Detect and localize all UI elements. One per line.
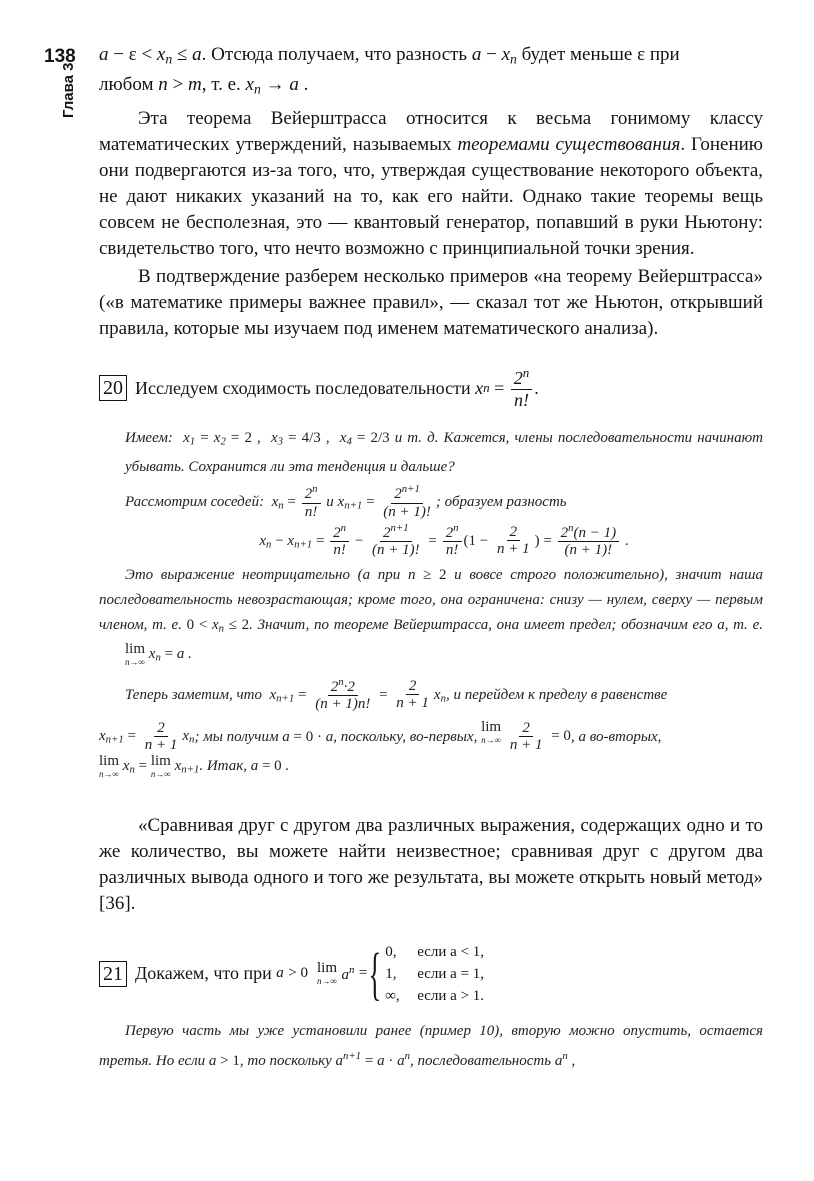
- problem-20-solution: [99, 426, 763, 783]
- problem-number-21: 21: [99, 961, 127, 987]
- emphasis-term: теоремами существования: [457, 133, 681, 155]
- problem-number-20: 20: [99, 375, 127, 401]
- problem-20-heading: 20 Исследуем сходимость последовательности x n = $\frac{2^n}{n!}$ .: [99, 366, 763, 411]
- piecewise-cases: { 0, если a < 1, 1, если a = 1, ∞, если a > 1.: [369, 940, 485, 1006]
- problem-21-heading: 21 Докажем, что при a > 0 lim n→∞ $a^n$ = { 0, если a < 1, 1, если a = 1, ∞, если a > 1.: [99, 941, 763, 1007]
- paragraph-examples: В подтверждение разберем несколько примеров «на теорему Вейерштрасса» («в математике примеры важнее правил», — сказал тот же Ньютон, открывший правила, которые мы изучаем под именем математического анализа).: [99, 265, 763, 339]
- solution-line-4: Теперь заметим, что $x_{n+1}$ = $\frac{2^n\cdot 2}{(n + 1)n!}$ = $\frac{2}{n + 1}$ $x_n$, и перейдем к пределу в равенстве: [125, 675, 668, 713]
- continuation-text: $a - \varepsilon < x_n \le a$. Отсюда получаем, что разность $a - x_n$ будет меньше ε при любом n > m, т. е. $x_n \to a$ .: [99, 44, 680, 97]
- quote-paragraph: «Сравнивая друг с другом два различных выражения, содержащих одно и то же количество, вы можете найти неизвестное; сравнивая друг с другом два различных вывода одного и того же результата, вы можете открыть новый метод» [36].: [99, 814, 763, 914]
- chapter-label: Глава 3: [60, 62, 77, 118]
- solution-line-6: lim n→∞ $x_n = \lim$ n→∞ $x_{n+1}$. Итак, a = 0 .: [99, 753, 290, 780]
- page-number: 138: [44, 46, 76, 67]
- paragraph-theorem: Эта теорема Вейерштрасса относится к весьма гонимому классу математических утверждений, называемых теоремами существования. Гонению они подвергаются из-за того, что, утверждая существование некоторого объекта, не дают никаких указаний на то, как его найти. Однако такие теоремы вещь совсем не бесполезная, это — квантовый генератор, попавший в руки Ньютону: свидетельство того, что нечто возможно с принципиальной точки зрения.: [99, 107, 763, 259]
- solution-line-3: Это выражение неотрицательно (а при n ≥ 2 и вовсе строго положительно), значит наша последовательность невозрастающая; кроме того, она ограничена: снизу — нулем, сверху — первым членом, т. е. $0 < x_n \le 2$. Значит, по теореме Вейерштрасса, она имеет предел; обозначим его a, т. е. lim n→∞ $x_n = a$ .: [99, 567, 764, 668]
- difference-formula: $x_n - x_{n+1}$ = $\frac{2^n}{n!}$ − $\frac{2^{n+1}}{(n + 1)!}$ = $\frac{2^n}{n!}$ (1 − $\frac{2}{n + 1}$ ) = $\frac{2^n(n - 1)}{(n + 1)!}$ .: [259, 521, 629, 559]
- page-content: [99, 42, 763, 1074]
- solution-line-5: $x_{n+1}$ = $\frac{2}{n + 1}$ $x_n$; мы получим a = 0 · a, поскольку, во-первых, lim n→∞ $\frac{2}{n + 1}$ = 0, а во-вторых,: [99, 718, 662, 754]
- solution-line-1: Имеем: $x_1 = x_2 = 2$ , $x_3 = 4/3$ , $x_4 = 2/3$ и т. д. Кажется, члены последовательности начинают убывать. Сохранится ли эта тенденция и дальше?: [125, 430, 763, 476]
- solution-line-2: Рассмотрим соседей: $x_n$ = $\frac{2^n}{n!}$ и $x_{n+1}$ = $\frac{2^{n+1}}{(n + 1)!}$ ; образуем разность: [125, 483, 567, 520]
- problem-21-solution: Первую часть мы уже установили ранее (пример 10), вторую можно опустить, остается третья. Но если a > 1, то поскольку $a^{n+1} = a \cdot a^n$, последовательность $a^n$ ,: [99, 1022, 763, 1069]
